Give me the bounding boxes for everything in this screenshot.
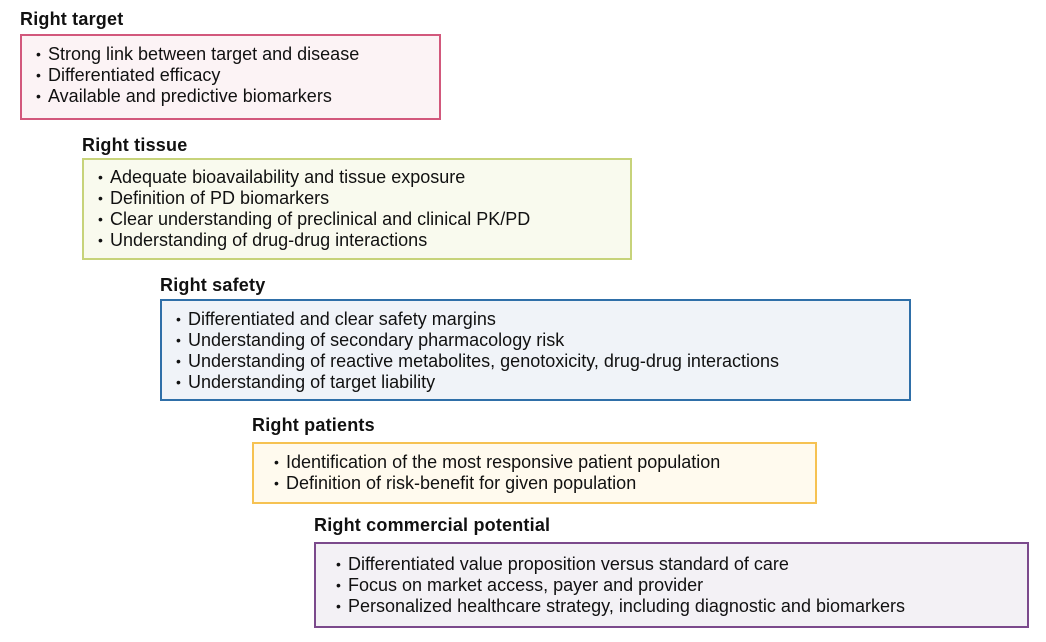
- bullet-icon: •: [274, 475, 279, 491]
- bullet-icon: •: [36, 67, 41, 83]
- section-box: [160, 299, 911, 401]
- bullet-icon: •: [336, 556, 341, 572]
- bullet-list: [36, 44, 429, 107]
- list-item-text: Understanding of secondary pharmacology risk: [188, 330, 565, 350]
- list-item: [336, 575, 1017, 596]
- list-item: [176, 330, 899, 351]
- section-title: Right commercial potential: [314, 515, 551, 535]
- section-box: [314, 542, 1029, 628]
- list-item-text: Differentiated efficacy: [48, 65, 221, 85]
- list-item: [336, 554, 1017, 575]
- list-item: [176, 309, 899, 330]
- list-item-text: Understanding of target liability: [188, 372, 436, 392]
- list-item: [36, 65, 429, 86]
- section-box: [20, 34, 441, 120]
- bullet-icon: •: [336, 598, 341, 614]
- list-item-text: Differentiated and clear safety margins: [188, 309, 496, 329]
- list-item: [98, 167, 620, 188]
- list-item-text: Definition of PD biomarkers: [110, 188, 330, 208]
- list-item: [176, 372, 899, 393]
- list-item-text: Adequate bioavailability and tissue exposure: [110, 167, 466, 187]
- list-item-text: Personalized healthcare strategy, including diagnostic and biomarkers: [348, 596, 905, 616]
- list-item-text: Strong link between target and disease: [48, 44, 360, 64]
- bullet-list: [98, 167, 620, 251]
- bullet-icon: •: [336, 577, 341, 593]
- bullet-icon: •: [176, 332, 181, 348]
- bullet-icon: •: [98, 190, 103, 206]
- list-item-text: Focus on market access, payer and provider: [348, 575, 704, 595]
- list-item-text: Differentiated value proposition versus standard of care: [348, 554, 789, 574]
- section-title: Right tissue: [82, 135, 188, 155]
- section-title: Right patients: [252, 415, 375, 435]
- bullet-icon: •: [176, 311, 181, 327]
- list-item: [274, 473, 805, 494]
- section-title: Right safety: [160, 275, 266, 295]
- bullet-icon: •: [176, 353, 181, 369]
- bullet-icon: •: [274, 454, 279, 470]
- section-box: [82, 158, 632, 260]
- section-box: [252, 442, 817, 504]
- bullet-icon: •: [98, 232, 103, 248]
- list-item-text: Clear understanding of preclinical and clinical PK/PD: [110, 209, 531, 229]
- bullet-list: [336, 554, 1017, 617]
- bullet-icon: •: [176, 374, 181, 390]
- bullet-icon: •: [36, 88, 41, 104]
- list-item: [98, 230, 620, 251]
- list-item-text: Available and predictive biomarkers: [48, 86, 332, 106]
- bullet-list: [274, 452, 805, 494]
- bullet-icon: •: [36, 46, 41, 62]
- section-title: Right target: [20, 9, 124, 29]
- list-item: [98, 209, 620, 230]
- bullet-icon: •: [98, 169, 103, 185]
- bullet-list: [176, 309, 899, 393]
- list-item-text: Understanding of drug-drug interactions: [110, 230, 428, 250]
- list-item-text: Identification of the most responsive patient population: [286, 452, 721, 472]
- list-item: [98, 188, 620, 209]
- list-item: [274, 452, 805, 473]
- list-item: [36, 86, 429, 107]
- list-item-text: Understanding of reactive metabolites, genotoxicity, drug-drug interactions: [188, 351, 779, 371]
- list-item: [36, 44, 429, 65]
- bullet-icon: •: [98, 211, 103, 227]
- list-item: [176, 351, 899, 372]
- list-item: [336, 596, 1017, 617]
- list-item-text: Definition of risk-benefit for given population: [286, 473, 637, 493]
